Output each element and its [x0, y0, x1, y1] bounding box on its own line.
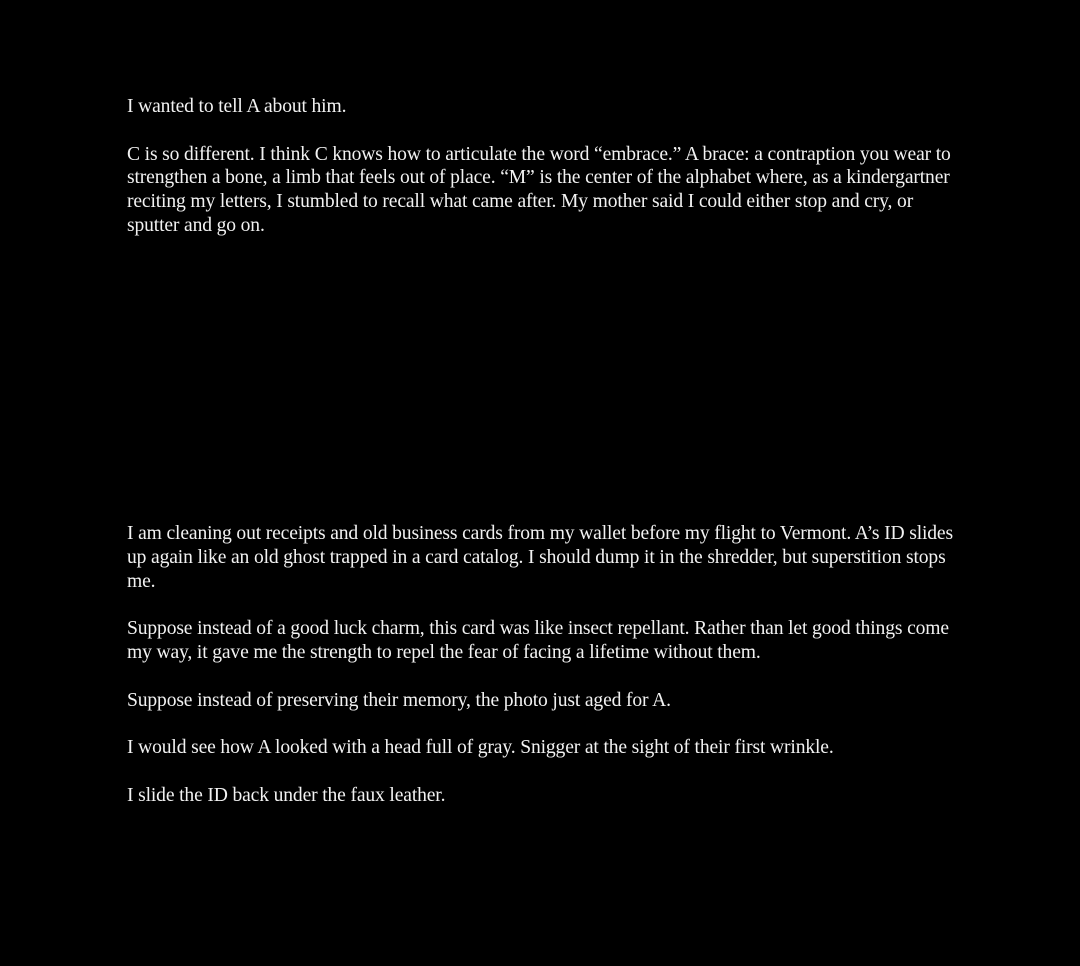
paragraph: I wanted to tell A about him. — [127, 96, 347, 117]
text-section-1 — [127, 95, 957, 238]
paragraph: C is so different. I think C knows how to articulate the word “embrace.” A brace: a contraption you wear to strengthen a bone, a limb that feels out of place. “M” is the center of the alphabet where, as a kindergartner reciting my letters, I stumbled to recall what came after. My mother said I could either stop and cry, or sputter and go on. — [127, 143, 951, 236]
paragraph: I am cleaning out receipts and old business cards from my wallet before my flight to Vermont. A’s ID slides up again like an old ghost trapped in a card catalog. I should dump it in the shredder, but superstition stops me. — [127, 523, 953, 592]
paragraph: Suppose instead of a good luck charm, this card was like insect repellant. Rather than let good things come my way, it gave me the strength to repel the fear of facing a lifetime without them. — [127, 618, 949, 663]
text-section-2 — [127, 522, 957, 808]
paragraph: Suppose instead of preserving their memory, the photo just aged for A. — [127, 689, 671, 711]
paragraph: I would see how A looked with a head full of gray. Snigger at the sight of their first wrinkle. — [127, 737, 834, 759]
paragraph: I slide the ID back under the faux leather. — [127, 784, 446, 806]
